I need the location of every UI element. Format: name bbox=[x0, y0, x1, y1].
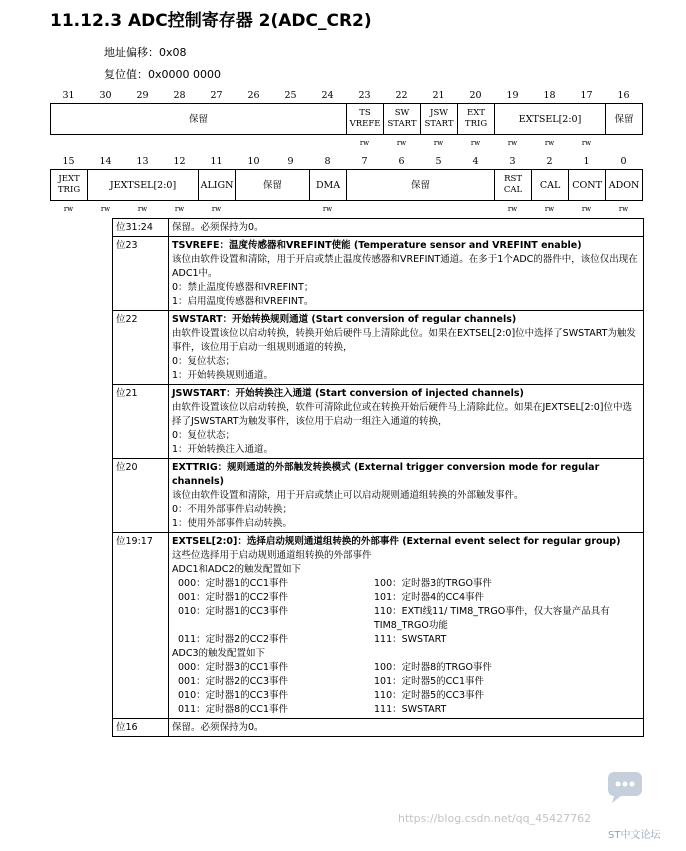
field-reserved: 保留 bbox=[236, 170, 310, 201]
section-title: 11.12.3 ADC控制寄存器 2(ADC_CR2) bbox=[50, 11, 372, 31]
trigger-option: 100：定时器3的TRGO事件 bbox=[374, 578, 492, 589]
bit-number: 15 bbox=[62, 156, 75, 167]
access-mode: rw bbox=[100, 205, 111, 213]
bit-text: 1：开始转换规则通道。 bbox=[172, 370, 274, 381]
field-cal: CAL bbox=[532, 170, 569, 201]
bit-heading: JSWSTART：开始转换注入通道 (Start conversion of injected channels) bbox=[172, 388, 524, 399]
access-mode: rw bbox=[507, 205, 518, 213]
bit-text: 1：使用外部事件启动转换。 bbox=[172, 518, 293, 529]
access-mode: rw bbox=[433, 139, 444, 147]
access-mode: rw bbox=[581, 139, 592, 147]
bit-number: 25 bbox=[284, 90, 297, 101]
trigger-option: 000：定时器3的CC1事件 bbox=[178, 662, 288, 673]
bit-number: 11 bbox=[210, 156, 223, 167]
bit-number: 18 bbox=[543, 90, 556, 101]
field-jswstart: JSW START bbox=[421, 104, 458, 135]
bit-text: 该位由软件设置和清除，用于开启或禁止可以启动规则通道组转换的外部触发事件。 bbox=[172, 490, 524, 501]
bit-number: 14 bbox=[99, 156, 112, 167]
address-offset: 地址偏移：0x08 bbox=[104, 46, 187, 59]
bit-number: 0 bbox=[620, 156, 627, 167]
bit-number: 6 bbox=[398, 156, 405, 167]
bit-number: 24 bbox=[321, 90, 334, 101]
bit-number: 2 bbox=[546, 156, 553, 167]
access-mode: rw bbox=[396, 139, 407, 147]
bit-text: 1：开始转换注入通道。 bbox=[172, 444, 274, 455]
field-cont: CONT bbox=[569, 170, 606, 201]
bit-range: 位16 bbox=[113, 719, 169, 737]
bit-range: 位19:17 bbox=[113, 533, 169, 719]
bit-heading: EXTTRIG：规则通道的外部触发转换模式 (External trigger conversion mode for regular channels) bbox=[172, 462, 600, 487]
desc-row bbox=[113, 385, 644, 459]
bit-text: 0：复位状态； bbox=[172, 356, 236, 367]
bit-description-table bbox=[112, 218, 644, 737]
trigger-option: 011：定时器2的CC2事件 bbox=[178, 634, 288, 645]
trigger-option: 101：定时器4的CC4事件 bbox=[374, 592, 484, 603]
bit-text: 由软件设置该位以启动转换，软件可清除此位或在转换开始后硬件马上清除此位。如果在JEXTSEL[2:0]位中选择了JSWSTART为触发事件，该位用于启动一组注入通道的转换， bbox=[172, 402, 632, 427]
bit-text: 0：复位状态； bbox=[172, 430, 236, 441]
bit-text: 由软件设置该位以启动转换，转换开始后硬件马上清除此位。如果在EXTSEL[2:0]位中选择了SWSTART为触发事件，该位用于启动一组规则通道的转换， bbox=[172, 328, 636, 353]
bit-number: 1 bbox=[583, 156, 590, 167]
field-jextsel: JEXTSEL[2:0] bbox=[88, 170, 199, 201]
bit-number: 17 bbox=[580, 90, 593, 101]
field-reserved: 保留 bbox=[606, 104, 643, 135]
bit-text: 这些位选择用于启动规则通道组转换的外部事件 bbox=[172, 550, 372, 561]
bit-number: 22 bbox=[395, 90, 408, 101]
lower-bit-numbers bbox=[50, 156, 642, 168]
trigger-grid-adc12 bbox=[178, 577, 640, 647]
field-tsvrefe: TS VREFE bbox=[347, 104, 384, 135]
bit-range: 位21 bbox=[113, 385, 169, 459]
field-rstcal: RST CAL bbox=[495, 170, 532, 201]
bit-text: ADC3的触发配置如下 bbox=[172, 648, 265, 659]
bit-number: 27 bbox=[210, 90, 223, 101]
access-mode: rw bbox=[174, 205, 185, 213]
access-mode: rw bbox=[507, 139, 518, 147]
bit-number: 5 bbox=[435, 156, 442, 167]
bit-number: 9 bbox=[287, 156, 294, 167]
access-mode: rw bbox=[544, 139, 555, 147]
field-extsel: EXTSEL[2:0] bbox=[495, 104, 606, 135]
bit-heading: TSVREFE：温度传感器和VREFINT使能 (Temperature sensor and VREFINT enable) bbox=[172, 240, 582, 251]
desc-row bbox=[113, 237, 644, 311]
trigger-option: 000：定时器1的CC1事件 bbox=[178, 578, 288, 589]
bit-text: 该位由软件设置和清除，用于开启或禁止温度传感器和VREFINT通道。在多于1个ADC的器件中，该位仅出现在ADC1中。 bbox=[172, 254, 638, 279]
lower-access-row bbox=[50, 205, 642, 215]
forum-logo-icon bbox=[604, 770, 646, 804]
bit-text: ADC1和ADC2的触发配置如下 bbox=[172, 564, 301, 575]
reset-value: 复位值：0x0000 0000 bbox=[104, 68, 221, 81]
access-mode: rw bbox=[137, 205, 148, 213]
bit-number: 7 bbox=[361, 156, 368, 167]
trigger-option: 101：定时器5的CC1事件 bbox=[374, 676, 484, 687]
trigger-option: 111：SWSTART bbox=[374, 634, 447, 645]
trigger-option: 010：定时器1的CC3事件 bbox=[178, 690, 288, 701]
bit-text: 1：启用温度传感器和VREFINT。 bbox=[172, 296, 314, 307]
access-mode: rw bbox=[470, 139, 481, 147]
bit-number: 4 bbox=[472, 156, 479, 167]
trigger-option: 110：定时器5的CC3事件 bbox=[374, 690, 484, 701]
upper-access-row bbox=[50, 139, 642, 149]
trigger-option: 110：EXTI线11/ TIM8_TRGO事件，仅大容量产品具有TIM8_TRGO功能 bbox=[374, 606, 610, 631]
desc-row bbox=[113, 719, 644, 737]
field-align: ALIGN bbox=[199, 170, 236, 201]
trigger-option: 011：定时器8的CC1事件 bbox=[178, 704, 288, 715]
field-reserved: 保留 bbox=[51, 104, 347, 135]
bit-number: 31 bbox=[62, 90, 75, 101]
trigger-option: 001：定时器2的CC3事件 bbox=[178, 676, 288, 687]
register-upper-half bbox=[50, 103, 643, 135]
field-swstart: SW START bbox=[384, 104, 421, 135]
bit-text: 0：不用外部事件启动转换； bbox=[172, 504, 293, 515]
access-mode: rw bbox=[322, 205, 333, 213]
bit-number: 20 bbox=[469, 90, 482, 101]
trigger-option: 010：定时器1的CC3事件 bbox=[178, 606, 288, 617]
bit-number: 26 bbox=[247, 90, 260, 101]
bit-number: 19 bbox=[506, 90, 519, 101]
field-reserved: 保留 bbox=[347, 170, 495, 201]
desc-row bbox=[113, 219, 644, 237]
bit-range: 位22 bbox=[113, 311, 169, 385]
bit-number: 28 bbox=[173, 90, 186, 101]
desc-row bbox=[113, 533, 644, 719]
access-mode: rw bbox=[63, 205, 74, 213]
access-mode: rw bbox=[618, 205, 629, 213]
access-mode: rw bbox=[211, 205, 222, 213]
field-dma: DMA bbox=[310, 170, 347, 201]
bit-number: 3 bbox=[509, 156, 516, 167]
bit-number: 29 bbox=[136, 90, 149, 101]
bit-text: 保留。必须保持为0。 bbox=[169, 719, 644, 737]
field-adon: ADON bbox=[606, 170, 643, 201]
field-jexttrig: JEXT TRIG bbox=[51, 170, 88, 201]
bit-number: 8 bbox=[324, 156, 331, 167]
trigger-option: 111：SWSTART bbox=[374, 704, 447, 715]
bit-number: 13 bbox=[136, 156, 149, 167]
register-lower-half bbox=[50, 169, 643, 201]
bit-range: 位20 bbox=[113, 459, 169, 533]
desc-row bbox=[113, 459, 644, 533]
bit-range: 位31:24 bbox=[113, 219, 169, 237]
bit-number: 16 bbox=[617, 90, 630, 101]
bit-text: 保留。必须保持为0。 bbox=[169, 219, 644, 237]
bit-number: 12 bbox=[173, 156, 186, 167]
bit-heading: EXTSEL[2:0]：选择启动规则通道组转换的外部事件 (External event select for regular group) bbox=[172, 536, 621, 547]
access-mode: rw bbox=[581, 205, 592, 213]
bit-text: 0：禁止温度传感器和VREFINT； bbox=[172, 282, 314, 293]
bit-number: 30 bbox=[99, 90, 112, 101]
upper-bit-numbers bbox=[50, 90, 642, 102]
watermark-url: https://blog.csdn.net/qq_45427762 bbox=[398, 812, 592, 825]
bit-number: 10 bbox=[247, 156, 260, 167]
trigger-option: 100：定时器8的TRGO事件 bbox=[374, 662, 492, 673]
bit-heading: SWSTART：开始转换规则通道 (Start conversion of regular channels) bbox=[172, 314, 517, 325]
field-exttrig: EXT TRIG bbox=[458, 104, 495, 135]
trigger-option: 001：定时器1的CC2事件 bbox=[178, 592, 288, 603]
bit-range: 位23 bbox=[113, 237, 169, 311]
bit-number: 21 bbox=[432, 90, 445, 101]
access-mode: rw bbox=[359, 139, 370, 147]
bit-number: 23 bbox=[358, 90, 371, 101]
forum-logo-text: ST中文论坛 bbox=[608, 830, 661, 841]
trigger-grid-adc3 bbox=[178, 661, 640, 717]
access-mode: rw bbox=[544, 205, 555, 213]
desc-row bbox=[113, 311, 644, 385]
